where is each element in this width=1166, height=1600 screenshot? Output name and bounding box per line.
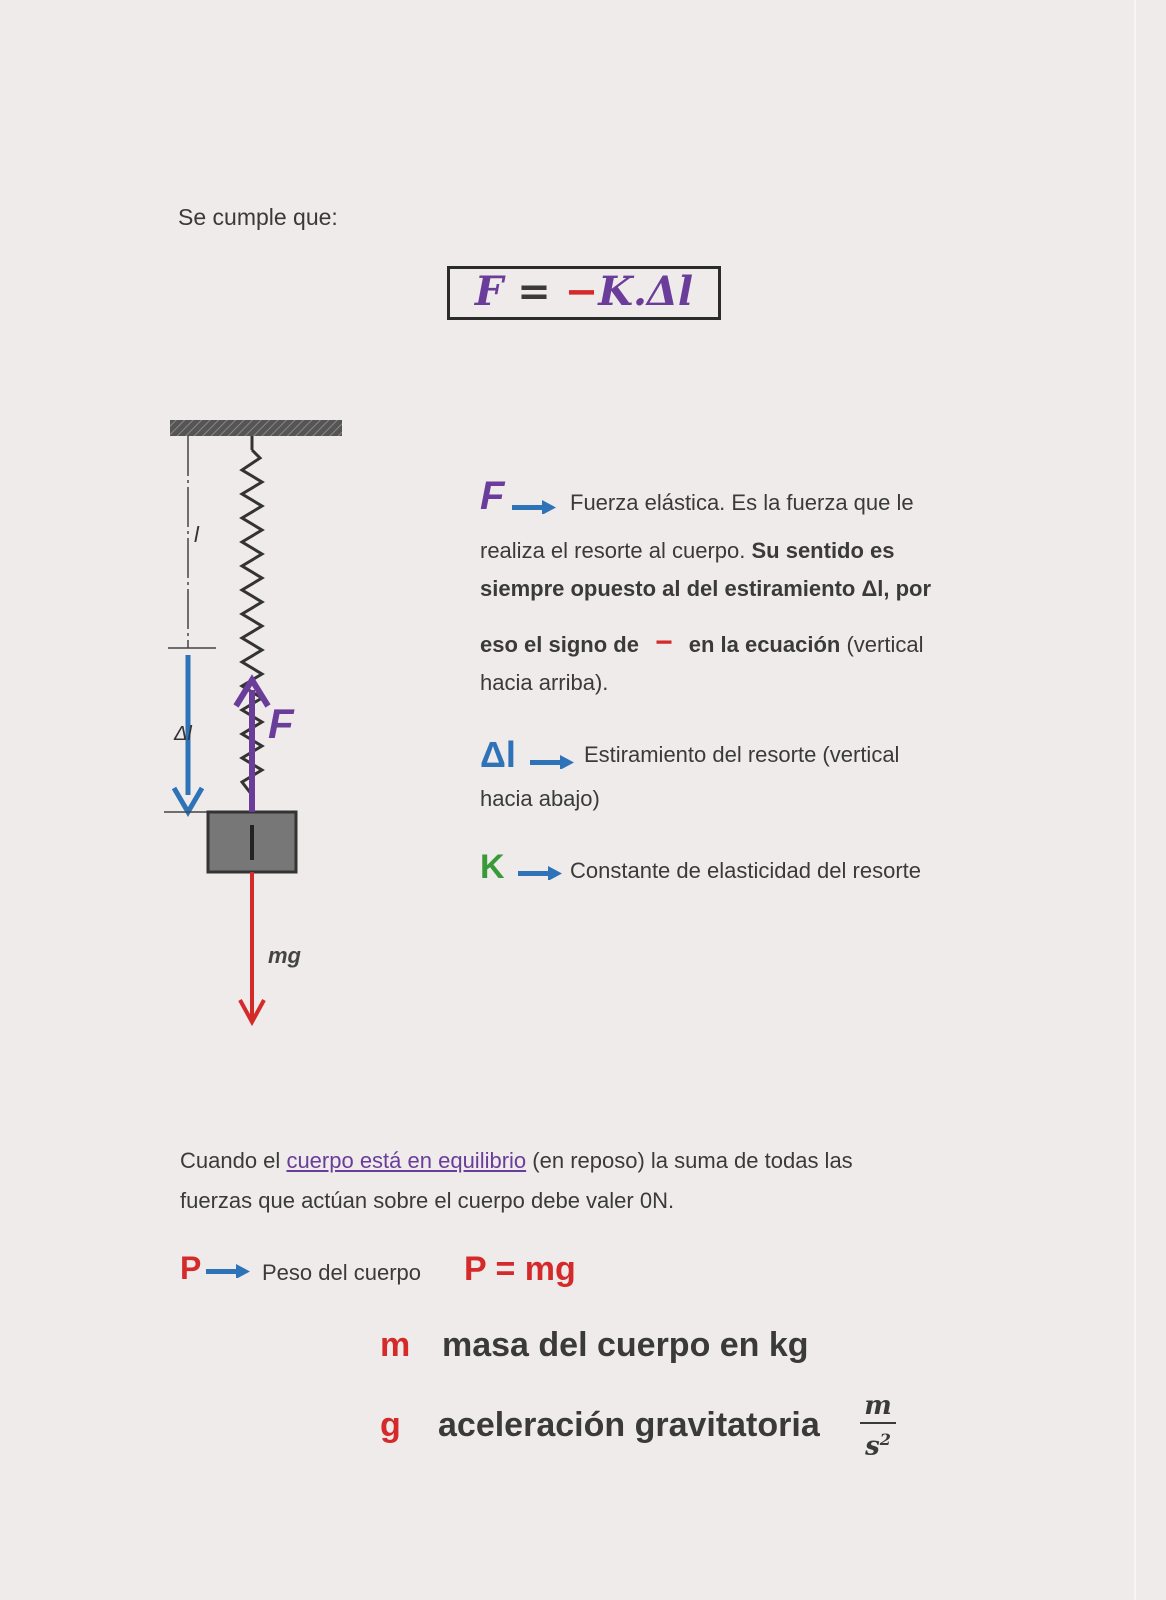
def-F-bold2: Su sentido es <box>751 538 895 563</box>
unit-numerator: m <box>864 1391 892 1421</box>
def-K-symbol: K <box>480 848 505 886</box>
intro-text: Se cumple que: <box>178 204 338 230</box>
def-F-letter: F <box>480 474 505 518</box>
stretch-label: Δl <box>174 723 192 745</box>
formula-box <box>447 266 721 320</box>
length-label: l <box>194 522 199 547</box>
formula-rhs: −K.Δl <box>564 268 694 315</box>
arrow-icon <box>530 755 574 769</box>
unit-fraction-bar <box>860 1422 896 1424</box>
equilibrium-link[interactable]: cuerpo está en equilibrio <box>286 1148 527 1173</box>
unit-den-exp: 2 <box>879 1430 891 1449</box>
unit-den-base: s <box>865 1431 880 1462</box>
weight-label: Peso del cuerpo <box>262 1260 421 1285</box>
def-K-text: Constante de elasticidad del resorte <box>570 858 921 883</box>
gravity-unit <box>858 1392 898 1461</box>
weight-label: mg <box>268 943 301 968</box>
arrow-icon <box>206 1264 250 1278</box>
arrow-icon <box>518 866 562 880</box>
def-F-text5: hacia arriba). <box>480 670 609 695</box>
def-dl-text2: hacia abajo) <box>480 786 600 811</box>
formula-lhs: F <box>474 268 504 315</box>
weight-formula: P = mg <box>464 1250 576 1288</box>
formula-equals: = <box>517 268 551 315</box>
def-F-minus: − <box>655 626 673 659</box>
equilibrium-line2: fuerzas que actúan sobre el cuerpo debe valer 0N. <box>180 1188 675 1213</box>
weight-symbol: P <box>180 1250 202 1286</box>
def-F-bold4a: eso el signo de <box>480 632 639 657</box>
equilibrium-pre: Cuando el <box>180 1148 281 1173</box>
gravity-symbol: g <box>380 1406 401 1444</box>
def-F-line2 <box>480 538 895 564</box>
arrow-icon <box>512 500 556 514</box>
mass-text: masa del cuerpo en kg <box>442 1326 809 1364</box>
def-dl-symbol: Δl <box>480 734 516 775</box>
def-F-bold3: siempre opuesto al del estiramiento Δl, por <box>480 576 932 601</box>
def-F-symbol <box>480 474 504 519</box>
equilibrium-line1 <box>180 1148 853 1174</box>
equilibrium-post: (en reposo) la suma de todas las <box>532 1148 853 1173</box>
unit-denominator <box>858 1426 898 1461</box>
mass-symbol: m <box>380 1326 411 1364</box>
spring-diagram <box>160 410 360 1050</box>
def-F-text2: realiza el resorte al cuerpo. <box>480 538 746 563</box>
force-label: F <box>268 700 294 747</box>
def-dl-text1: Estiramiento del resorte (vertical <box>584 742 900 767</box>
def-F-text4: (vertical <box>846 632 924 657</box>
def-F-bold4b: en la ecuación <box>688 632 841 657</box>
gravity-text: aceleración gravitatoria <box>438 1406 820 1444</box>
def-F-text1: Fuerza elástica. Es la fuerza que le <box>570 490 914 515</box>
formula-minus: − <box>564 268 599 315</box>
scan-edge <box>1134 0 1136 1600</box>
def-F-line4 <box>480 626 923 660</box>
